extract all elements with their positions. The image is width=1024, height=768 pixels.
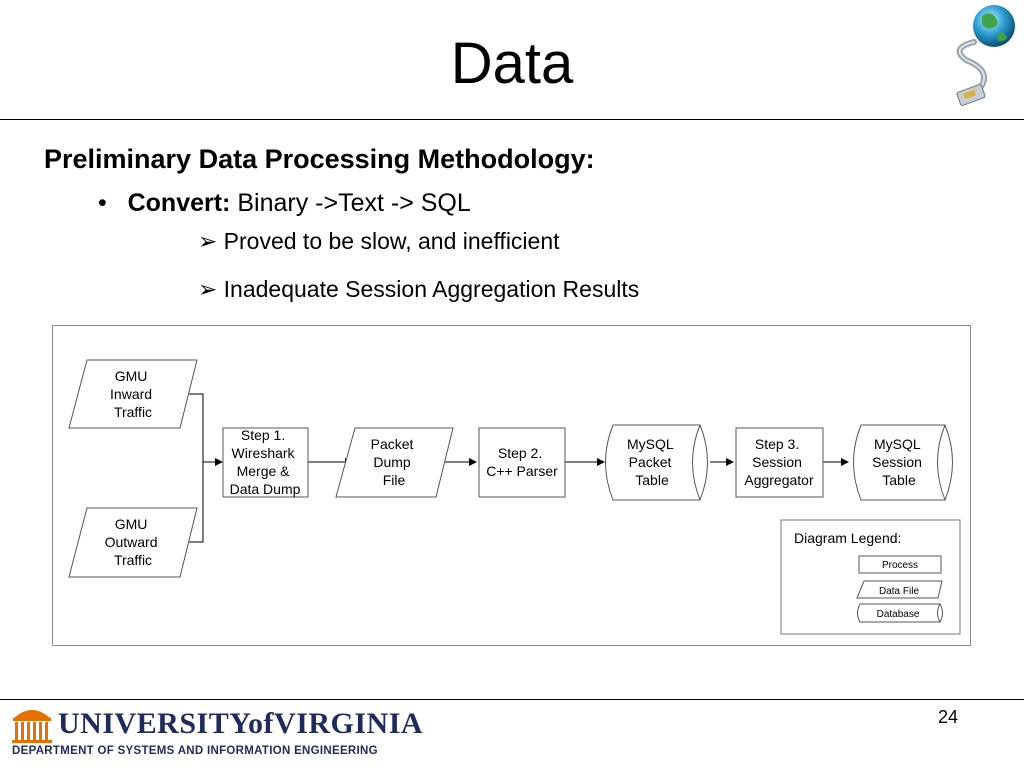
- node-gmu-inward-traffic: [69, 360, 197, 428]
- subpoint-text: Proved to be slow, and inefficient: [223, 228, 560, 254]
- node-gmu-outward-traffic: [69, 508, 197, 577]
- rotunda-logo-icon: [10, 704, 54, 744]
- arrow-bullet-icon: ➢: [198, 276, 218, 302]
- diagram-legend: [781, 520, 960, 634]
- flow-diagram: [52, 325, 971, 646]
- node-step1-wireshark: [223, 427, 308, 497]
- subpoint-2: [198, 276, 639, 303]
- svg-text:Step 1. Wireshark: Step 1. Wireshark Merge & Data Dump: [229, 427, 301, 497]
- legend-data-file: [857, 581, 942, 598]
- section-heading: Preliminary Data Processing Methodology:: [44, 144, 595, 174]
- legend-process: [859, 556, 941, 573]
- bullet-text: Binary ->Text -> SQL: [230, 189, 471, 217]
- svg-text:MySQL Session Tabl: MySQL Session Table: [872, 436, 922, 488]
- svg-text:GMU Inward Traffic: GMU Inward Traffic: [110, 368, 153, 420]
- bullet-dot: •: [98, 189, 128, 217]
- title-divider: [0, 119, 1024, 120]
- bullet-label: Convert:: [127, 189, 231, 217]
- subpoint-text: Inadequate Session Aggregation Results: [223, 276, 640, 302]
- node-step2-parser: [479, 428, 565, 497]
- page-number: 24: [938, 707, 959, 727]
- slide-title: Data: [450, 31, 574, 96]
- svg-text:Step 3. Session Ag: Step 3. Session Aggregator: [744, 436, 814, 488]
- arrow-bullet-icon: ➢: [198, 228, 218, 254]
- svg-text:MySQL Packet Table: MySQL Packet Table: [626, 436, 674, 488]
- svg-text:Database: Database: [876, 609, 920, 620]
- globe-cable-icon: [944, 2, 1020, 112]
- department-name: DEPARTMENT OF SYSTEMS AND INFORMATION ENGINEERING: [12, 745, 378, 757]
- connector-inward: [187, 394, 203, 462]
- footer-divider: [0, 699, 1024, 700]
- subpoint-1: [198, 228, 560, 255]
- university-wordmark: UNIVERSITYofVIRGINIA: [58, 707, 424, 740]
- legend-database: [858, 604, 943, 622]
- svg-text:Process: Process: [881, 560, 919, 571]
- legend-title: Diagram Legend:: [794, 530, 902, 546]
- node-step3-aggregator: [736, 428, 823, 497]
- svg-text:GMU Outward Traffi: GMU Outward Traffic: [104, 516, 158, 568]
- svg-text:Data File: Data File: [878, 586, 920, 597]
- svg-text:Packet Dump File: Packet Dump File: [370, 436, 414, 488]
- node-mysql-session-table: [854, 425, 953, 500]
- node-mysql-packet-table: [606, 425, 708, 500]
- bullet-convert: [98, 189, 471, 218]
- svg-text:Step 2. C++ Parser: Step 2. C++ Parser: [486, 445, 558, 479]
- node-packet-dump-file: [336, 428, 453, 497]
